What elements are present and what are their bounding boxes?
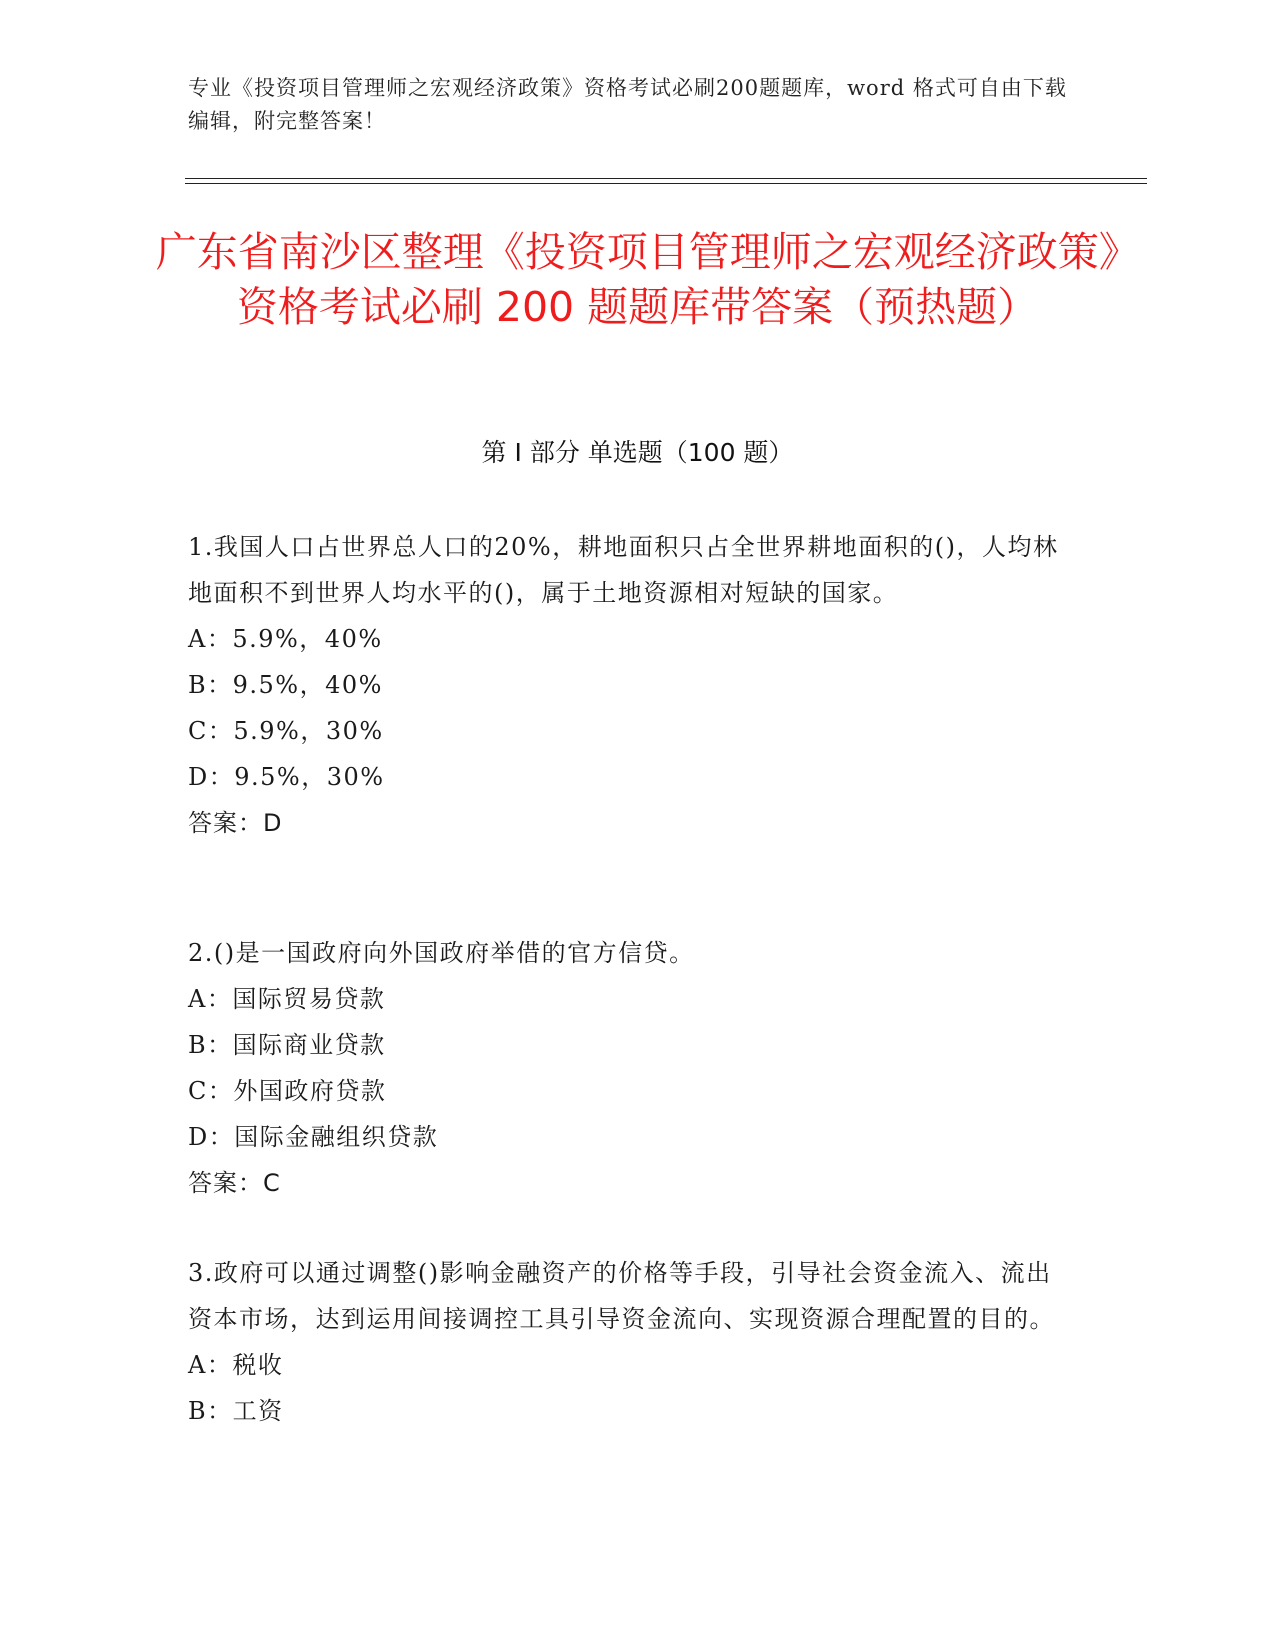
option-a: A：税收 xyxy=(188,1351,284,1379)
answer: 答案：D xyxy=(188,809,283,837)
header-note: 专业《投资项目管理师之宏观经济政策》资格考试必刷200题题库，word 格式可自由下载编辑，附完整答案！ xyxy=(188,76,1067,133)
header-divider-top xyxy=(185,178,1147,179)
option-a: A：5.9%，40% xyxy=(188,625,383,653)
document-title: 广东省南沙区整理《投资项目管理师之宏观经济政策》资格考试必刷 200 题题库带答案（预热题） xyxy=(155,228,1120,331)
option-b: B：国际商业贷款 xyxy=(188,1031,386,1059)
answer: 答案：C xyxy=(188,1169,281,1197)
option-d: D：国际金融组织贷款 xyxy=(188,1123,439,1151)
option-b: B：工资 xyxy=(188,1397,284,1425)
question-block xyxy=(188,524,1068,846)
question-stem: 3.政府可以通过调整()影响金融资产的价格等手段，引导社会资金流入、流出资本市场，达到运用间接调控工具引导资金流向、实现资源合理配置的目的。 xyxy=(188,1259,1055,1333)
question-block xyxy=(188,930,1068,1206)
question-block xyxy=(188,1250,1068,1434)
section-title: 第 I 部分 单选题（100 题） xyxy=(481,438,794,467)
option-d: D：9.5%，30% xyxy=(188,763,385,791)
question-stem: 2.()是一国政府向外国政府举借的官方信贷。 xyxy=(188,939,695,967)
header-divider-bottom xyxy=(185,183,1147,184)
option-b: B：9.5%，40% xyxy=(188,671,383,699)
option-c: C：5.9%，30% xyxy=(188,717,384,745)
option-c: C：外国政府贷款 xyxy=(188,1077,387,1105)
question-stem: 1.我国人口占世界总人口的20%，耕地面积只占全世界耕地面积的()，人均林地面积不到世界人均水平的()，属于土地资源相对短缺的国家。 xyxy=(188,533,1059,607)
option-a: A：国际贸易贷款 xyxy=(188,985,386,1013)
